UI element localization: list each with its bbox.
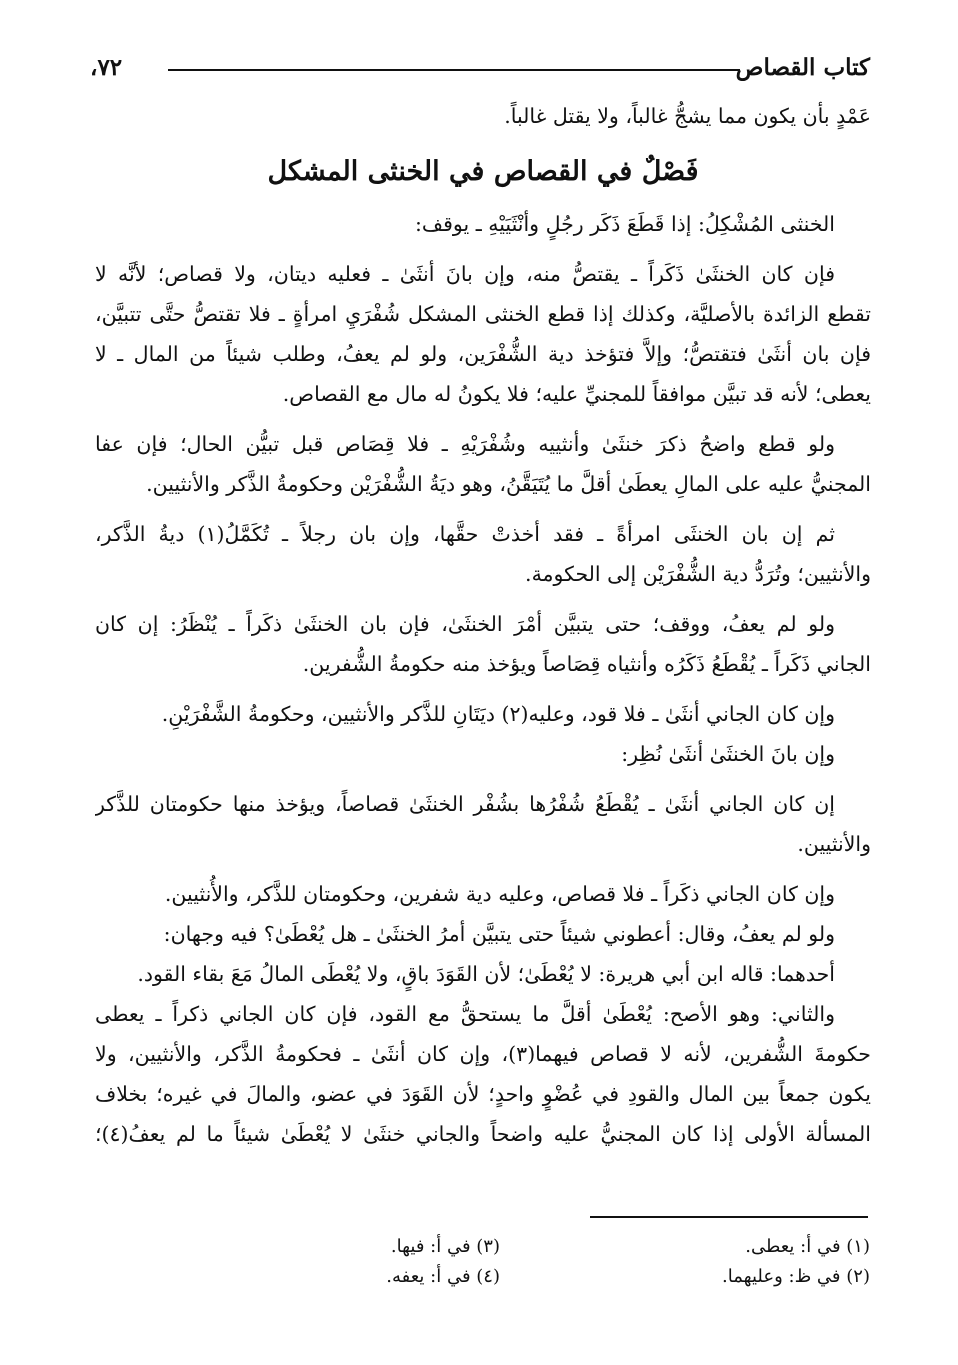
footnote-column-left [320,1232,500,1292]
footnote-column-right [600,1232,870,1292]
paragraph-line: يعطى؛ لأنه قد تبيَّن موافقاً للمجنيِّ عليه؛ فلا يكونُ له مال مع القصاص. [282,382,871,406]
footnote-rule [590,1216,868,1218]
footnote-1: (١) في أ: يعطى. [745,1236,870,1257]
paragraph-line: المجنيُّ عليه على المالِ يعطَىٰ أقلَّ ما يُتَيَقَّنُ، وهو ديَةُ الشُّفْرَيْن وحكومةُ الذَّكر والأنثيين. [146,472,871,496]
paragraph-line: وإن بانَ الخنثَىٰ أنثَىٰ نُظِر: [621,742,835,766]
paragraph-line: الجاني ذَكَراً ـ يُقْطَعُ ذَكَرُه وأنثياه قِصَاصاً ويؤخذ منه حكومةُ الشُّفرين. [302,652,871,676]
paragraph-line: تقطع الزائدة بالأصليَّة، وكذلك إذا قطع الخنثى المشكل شُفْرَيِ امرأةٍ ـ فلا تقتصُّ حتَّى تتبيَّن، [95,302,871,326]
paragraph-line: أحدهما: قاله ابن أبي هريرة: لا يُعْطَىٰ؛ لأن القَوَدَ باقٍ، ولا يُعْطَى المالُ مَعَ بقاء القود. [137,962,835,986]
paragraph-line: ثم إن بان الخنثَى امرأةً ـ فقد أخذتْ حقَّها، وإن بان رجلاً ـ تُكَمَّلُ(١) ديةُ الذَّكر، [95,522,835,546]
text-line: عَمْدٍ بأن يكون مما يشجُّ غالباً، ولا يقتل غالباً. [504,104,871,128]
paragraph-line: وإن كان الجاني ذكَراً ـ فلا قصاص، وعليه دية شفرين، وحكومتان للذَّكر، والأُنثيين. [164,882,835,906]
running-header [90,52,870,86]
paragraph-line: إن كان الجاني أنثَىٰ ـ يُقْطَعُ شُفْرُها بشُفْر الخنثَىٰ قصاصاً، ويؤخذ منها حكومتان للذَّكر [95,792,835,816]
page-number: ٧٢، [90,54,123,81]
section-title: فَصْلٌ في القصاص في الخنثى المشكل [267,156,699,187]
paragraph-line: ولو لم يعفُ، ووقف؛ حتى يتبيَّن أمْرَ الخنثَىٰ، فإن بان الخنثَىٰ ذكَراً ـ يُنْظَرُ: إن كان [95,612,835,636]
paragraph-line: فإن كان الخنثَىٰ ذَكَراً ـ يقتصُّ منه، وإن بانَ أنثَىٰ ـ فعليه ديتان، ولا قصاص؛ لأنَّه لا [95,262,835,286]
footnote-3: (٣) في أ: فيها. [390,1236,500,1257]
paragraph-line: فإن بان أنثَىٰ فتقتصُّ؛ وإلاَّ فتؤخذ دية الشُّفْرَين، ولو لم يعفُ، وطلب شيئاً من المال ـ لا [95,342,871,366]
paragraph-line: المسألة الأولى إذا كان المجنيُّ عليه واضحاً والجاني خنثَىٰ لا يُعْطَىٰ شيئاً ما لم يعفُ(٤)؛ [95,1122,871,1146]
paragraph-line: وإن كان الجاني أنثَىٰ ـ فلا قود، وعليه(٢) ديَتَانِ للذَّكر والأنثيين، وحكومةُ الشَّفْرَيْنِ. [161,702,835,726]
book-title: كتاب القصاص [735,54,870,81]
paragraph-line: والأنثيين. [797,832,871,856]
paragraph-line: الخنثى المُشْكِلُ: إذا قَطَعَ ذَكَر رجُلٍ وأنْثَيَيْهِ ـ يوقف: [414,212,835,236]
footnote-4: (٤) في أ: يعفه. [386,1266,500,1287]
paragraph-line: والأنثيين؛ وتُرَدُّ دية الشُّفْرَيْن إلى الحكومة. [525,562,871,586]
paragraph-line: والثاني: وهو الأصح: يُعْطَىٰ أقلَّ ما يستحقُّ مع القود، فإن كان الجاني ذكراً ـ يعطى [95,1002,835,1026]
paragraph-line: ولو لم يعفُ، وقال: أعطوني شيئاً حتى يتبيَّن أمرُ الخنثَىٰ ـ هل يُعْطَىٰ؟ فيه وجهان: [163,922,835,946]
paragraph-line: حكومةَ الشُّفرين، لأنه لا قصاص فيهما(٣)، وإن كان أنثَىٰ ـ فحكومةُ الذَّكر، والأنثيين، ولا [95,1042,871,1066]
main-text [95,96,871,1154]
paragraph-line: يكون جمعاً بين المال والقودِ في عُضْوٍ واحدٍ؛ لأن القَوَدَ في عضو، والمالَ في غيره؛ بخلاف [95,1082,871,1106]
header-rule [168,69,740,71]
footnote-2: (٢) في ظ: وعليهما. [722,1266,870,1287]
paragraph-line: ولو قطع واضحُ ذكرَ خنثَىٰ وأنثييه وشُفْرَيْهِ ـ فلا قِصَاص قبل تبيُّن الحال؛ فإن عفا [95,432,835,456]
